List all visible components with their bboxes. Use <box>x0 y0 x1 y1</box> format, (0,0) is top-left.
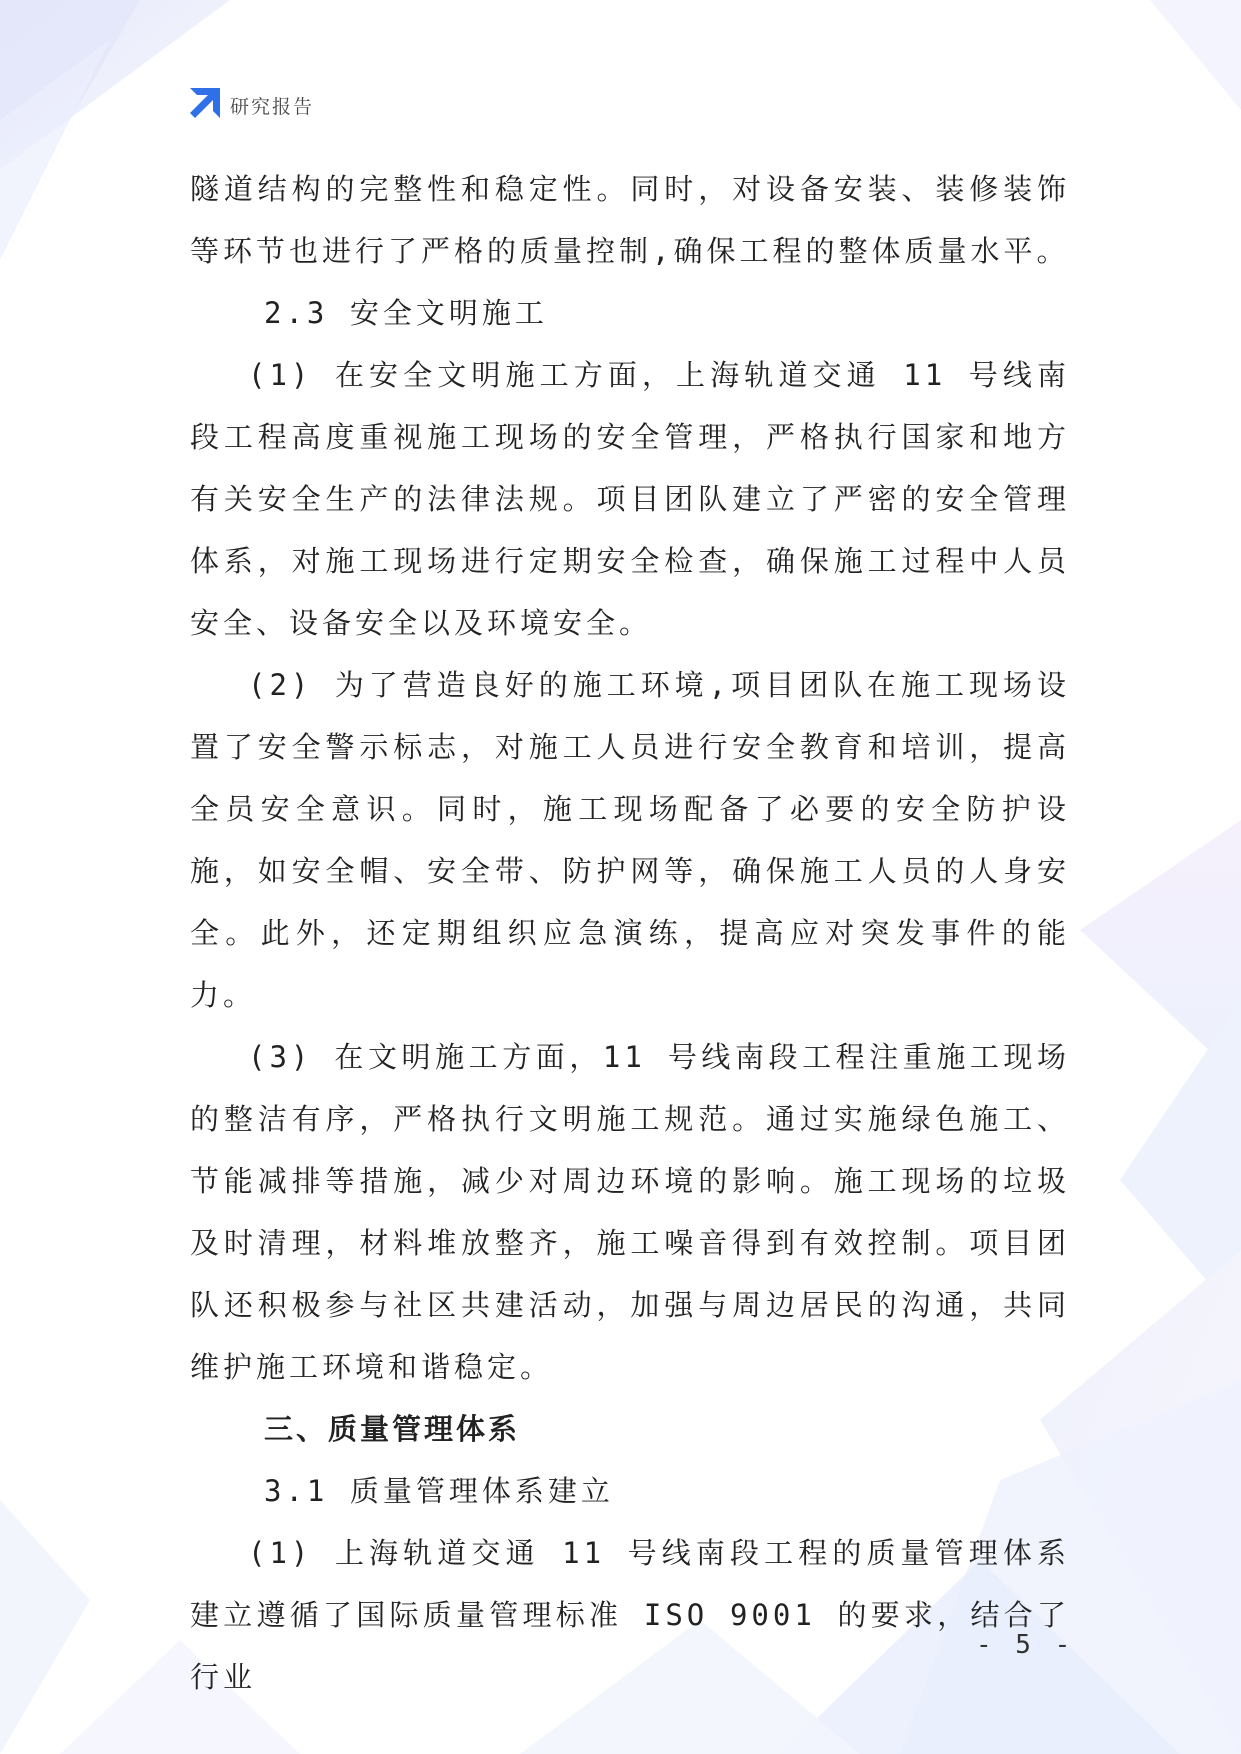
arrow-up-right-logo-icon <box>186 88 220 122</box>
header-title: 研究报告 <box>230 95 315 118</box>
paragraph: (2) 为了营造良好的施工环境,项目团队在施工现场设置了安全警示标志，对施工人员进行安全教育和培训，提高全员安全意识。同时，施工现场配备了必要的安全防护设施，如安全帽、安全带、防护网等，确保施工人员的人身安全。此外，还定期组织应急演练，提高应对突发事件的能力。 <box>190 668 1070 1012</box>
continuation-paragraph: 隧道结构的完整性和稳定性。同时，对设备安装、装修装饰等环节也进行了严格的质量控制,确保工程的整体质量水平。 <box>190 172 1070 268</box>
report-header <box>186 88 314 122</box>
chapter-heading-3: 三、质量管理体系 <box>264 1412 521 1446</box>
page-number: - 5 - <box>976 1630 1075 1660</box>
document-body <box>190 158 1070 1708</box>
section-heading-3-1: 3.1 质量管理体系建立 <box>264 1474 614 1508</box>
paragraph: (1) 在安全文明施工方面，上海轨道交通 11 号线南段工程高度重视施工现场的安全管理，严格执行国家和地方有关安全生产的法律法规。项目团队建立了严密的安全管理体系，对施工现场进行定期安全检查，确保施工过程中人员安全、设备安全以及环境安全。 <box>190 358 1070 640</box>
section-heading-2-3: 2.3 安全文明施工 <box>264 296 548 330</box>
paragraph: (1) 上海轨道交通 11 号线南段工程的质量管理体系建立遵循了国际质量管理标准 ISO 9001 的要求，结合了行业 <box>190 1536 1070 1694</box>
paragraph: (3) 在文明施工方面，11 号线南段工程注重施工现场的整洁有序，严格执行文明施工规范。通过实施绿色施工、节能减排等措施，减少对周边环境的影响。施工现场的垃圾及时清理，材料堆放整齐，施工噪音得到有效控制。项目团队还积极参与社区共建活动，加强与周边居民的沟通，共同维护施工环境和谐稳定。 <box>190 1040 1070 1384</box>
